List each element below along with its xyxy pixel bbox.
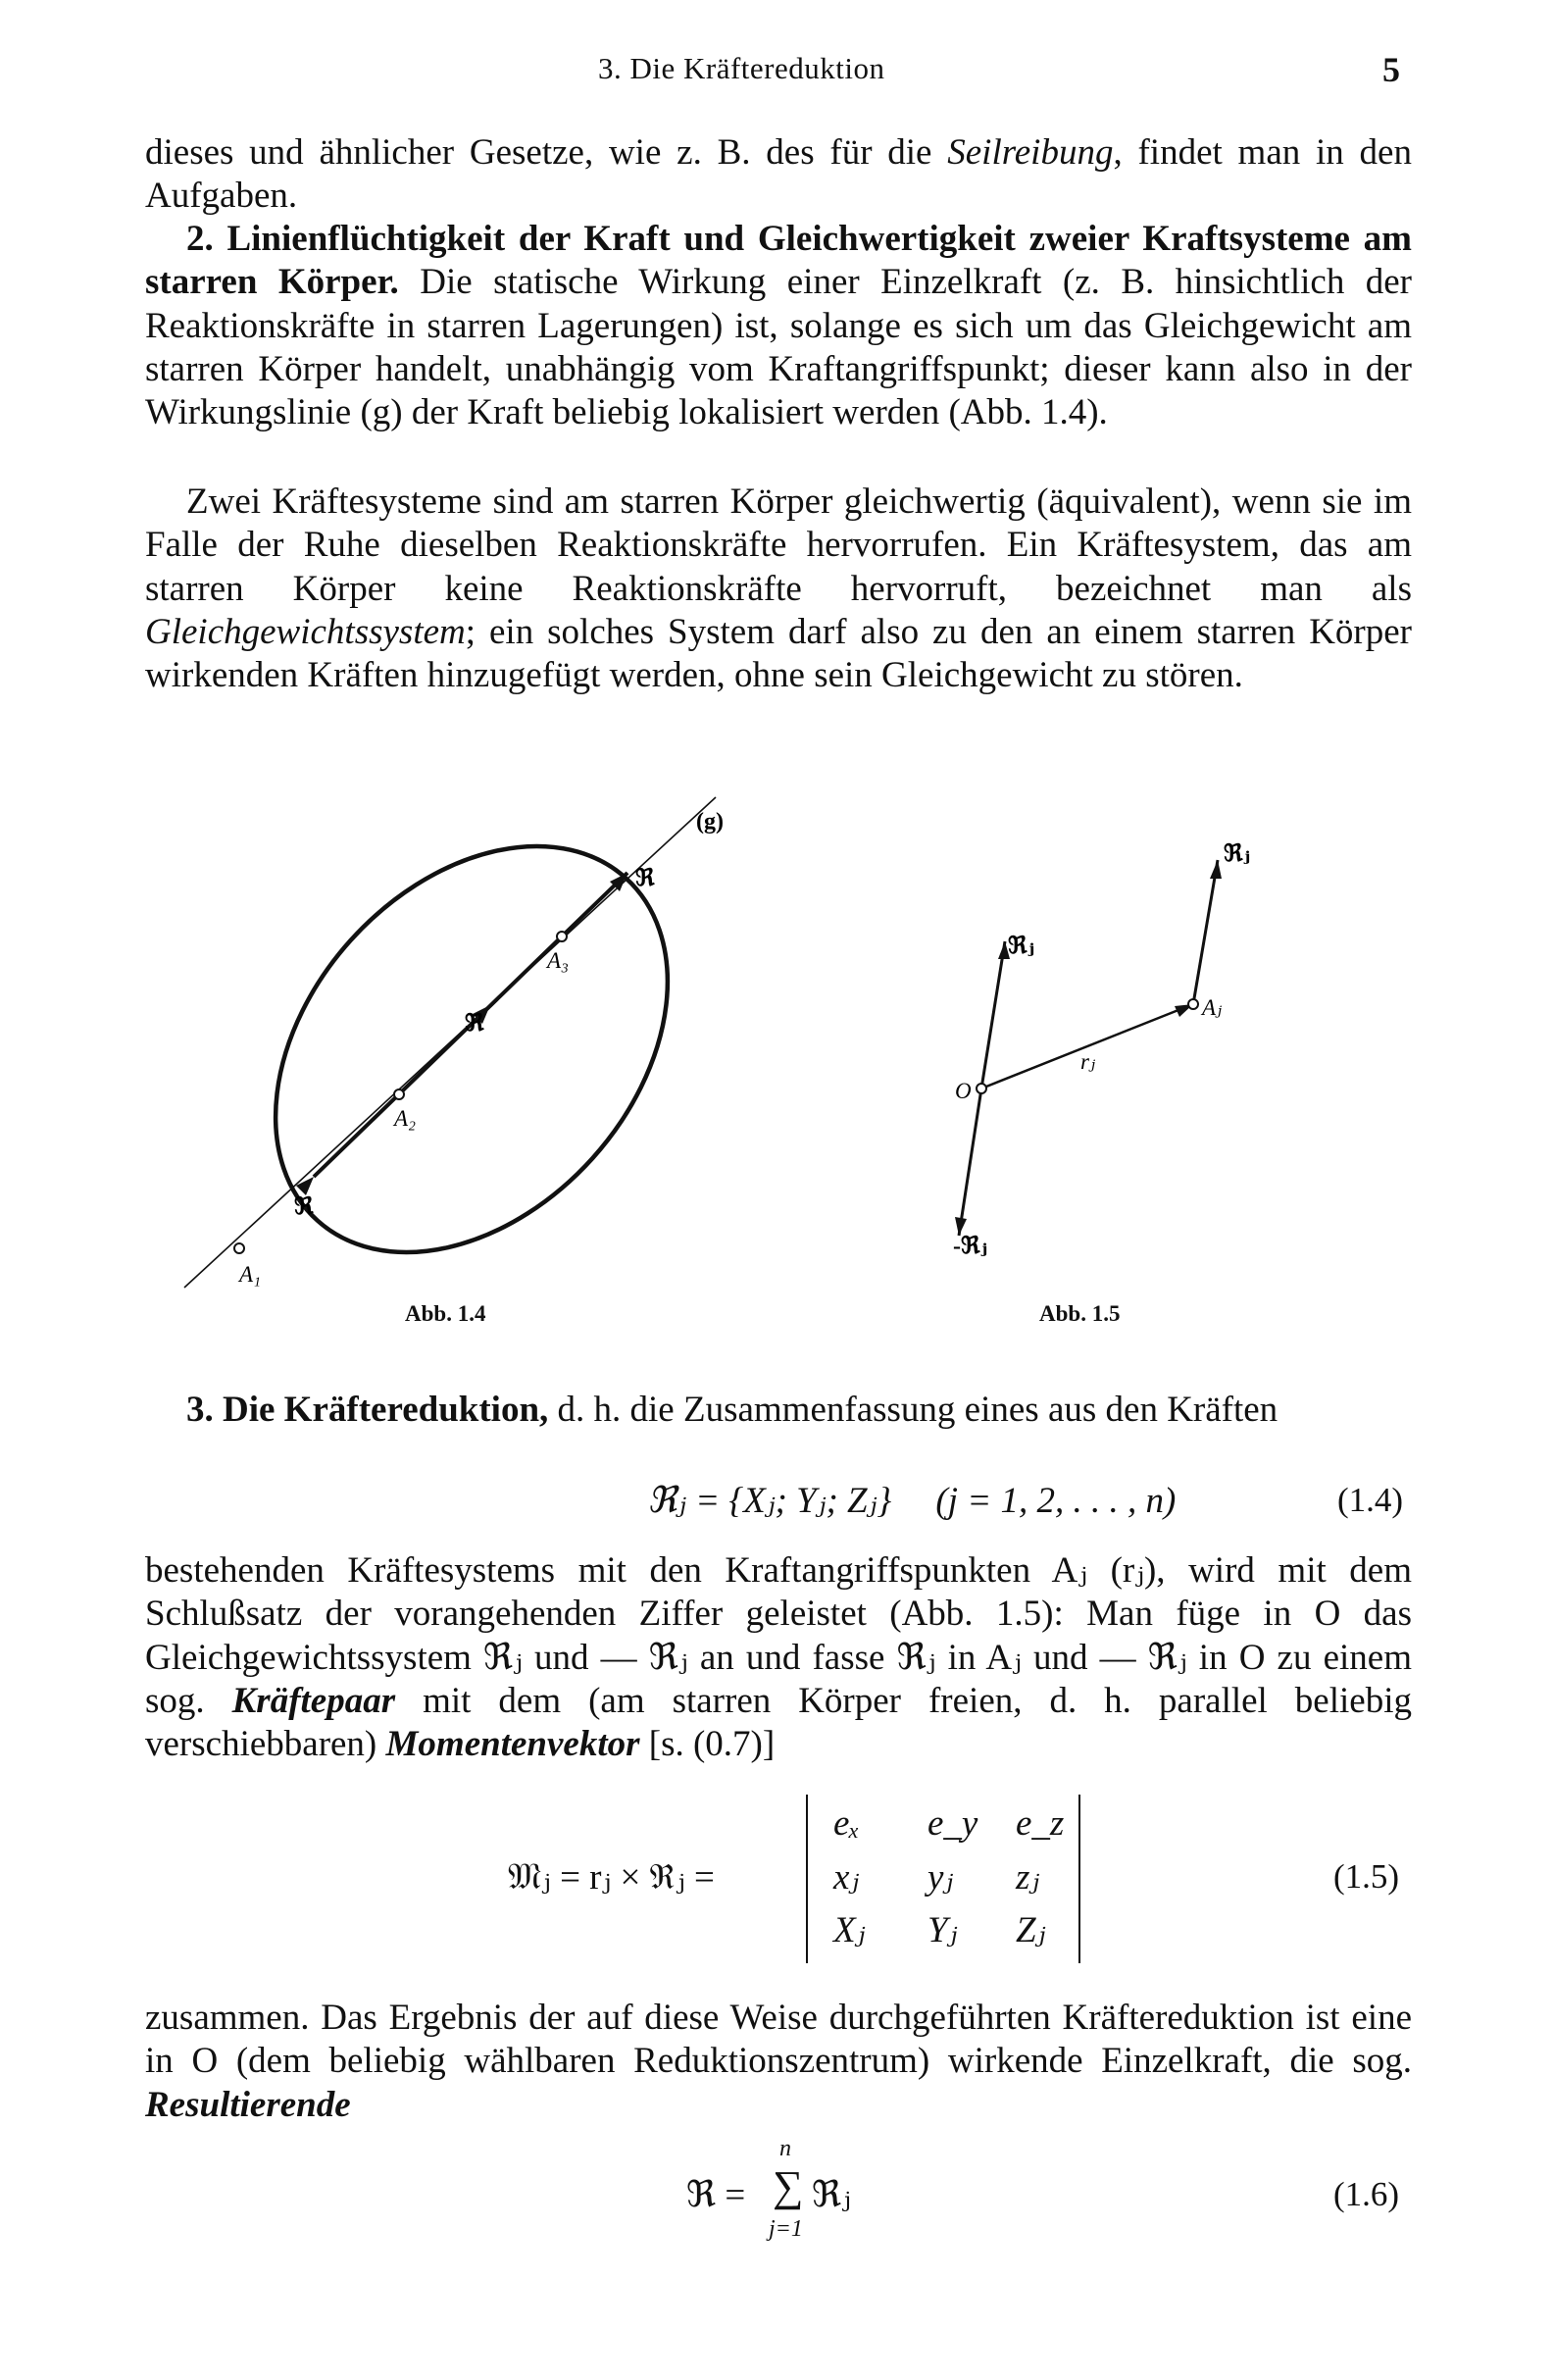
para4-text-a: bestehenden Kräftesystems mit den Kraftangriffspunkten Aⱼ (rⱼ), wird mit dem Schlußsatz der vorangehenden Ziffer geleistet (Abb. 1.5): Man füge in O das Gleichgewichtssystem ℜⱼ und — ℜⱼ an und fasse ℜⱼ in Aⱼ und — ℜⱼ in O zu einem sog. (145, 1550, 1412, 1721)
label-rj: rⱼ (1080, 1049, 1096, 1074)
eq15-m11: yⱼ (927, 1857, 954, 1898)
eq15-m01: e_y (927, 1803, 978, 1844)
para1-text-c: , findet man in den Aufgaben. (145, 132, 1412, 217)
para3-text-c: ; ein solches System darf also zu den an einem starren Körper wirkenden Kräften hinzugefügt werden, ohne sein Gleichgewicht zu stören. (145, 611, 1412, 696)
arrowhead-low (296, 1177, 314, 1195)
eq15-m10: xⱼ (833, 1857, 860, 1898)
eq15-m20: Xⱼ (833, 1910, 866, 1950)
eq15-m02: e_z (1016, 1803, 1065, 1844)
eq16-number: (1.6) (1333, 2175, 1400, 2213)
eq14-range: (j = 1, 2, . . . , n) (935, 1481, 1177, 1521)
para5-text-a: zusammen. Das Ergebnis der auf diese Weise durchgeführten Kräftereduktion ist eine in O (dem beliebig wählbaren Reduktionszentrum) wirkende Einzelkraft, die sog. (145, 1998, 1412, 2082)
eq14-lhs: ℜⱼ = {Xⱼ; Yⱼ; Zⱼ} (647, 1481, 892, 1521)
point-A2 (394, 1089, 404, 1099)
eq15-m12: zⱼ (1016, 1857, 1040, 1898)
figure-1-4-caption: Abb. 1.4 (405, 1301, 486, 1326)
section-3-text: d. h. die Zusammenfassung eines aus den Kräften (548, 1390, 1278, 1430)
section-3-heading: 3. Die Kräftereduktion, (186, 1390, 549, 1430)
point-A1 (234, 1243, 244, 1253)
label-A2: A₂ (394, 1106, 417, 1131)
vector-Rj-at-Aj (1193, 860, 1218, 1004)
eq15-lhs: 𝔐ⱼ = rⱼ × ℜⱼ = (508, 1857, 715, 1898)
eq16-term: ℜⱼ (812, 2175, 851, 2215)
point-O (977, 1084, 986, 1093)
vector-Rj-at-O (981, 941, 1005, 1089)
eq15-m00: eₓ (833, 1803, 860, 1844)
label-R-low: ℜ (294, 1194, 314, 1220)
label-A1: A₁ (239, 1262, 262, 1287)
label-minus-Rj: -ℜⱼ (953, 1234, 988, 1259)
label-A3: A₃ (547, 948, 570, 973)
para3-emph: Gleichgewichtssystem (145, 611, 466, 652)
section-2-heading: 2. Linienflüchtigkeit der Kraft und Gleichwertigkeit zweier Kraftsysteme am starren Körper. (145, 219, 1412, 303)
position-vector-rj (981, 1004, 1193, 1089)
paragraph-4 (145, 1549, 1412, 1766)
eq16-upper: n (779, 2136, 791, 2161)
section-2 (145, 218, 1412, 434)
para4-emph-momentenvektor: Momentenvektor (385, 1724, 640, 1765)
equation-1-4 (647, 1479, 1176, 1522)
eq16-sum: ∑ (773, 2162, 804, 2210)
para4-text-e: [s. (0.7)] (639, 1724, 776, 1765)
para1-text-a: dieses und ähnlicher Gesetze, wie z. B. des für die (145, 132, 948, 173)
eq15-m22: Zⱼ (1016, 1910, 1046, 1950)
eq14-number: (1.4) (1337, 1481, 1404, 1519)
eq16-lower: j=1 (769, 2216, 803, 2242)
eq15-number: (1.5) (1333, 1857, 1400, 1896)
point-Aj (1188, 999, 1198, 1009)
para5-emph-resultierende: Resultierende (145, 2084, 351, 2125)
rigid-body-outline (196, 780, 746, 1329)
section-2-text: Die statische Wirkung einer Einzelkraft (z. B. hinsichtlich der Reaktionskräfte in starren Lagerungen) ist, solange es sich um das Gleichgewicht am starren Körper handelt, unabhängig vom Kraftangriffspunkt; dieser kann also in der Wirkungslinie (g) der Kraft beliebig lokalisiert werden (Abb. 1.4). (145, 262, 1412, 433)
paragraph-5 (145, 1997, 1412, 2127)
equation-1-6 (686, 2136, 882, 2253)
para4-emph-kraeftepaar: Kräftepaar (231, 1680, 396, 1721)
para3-text-a: Zwei Kräftesysteme sind am starren Körper gleichwertig (äquivalent), wenn sie im Falle der Ruhe dieselben Reaktionskräfte hervorrufen. Ein Kräftesystem, das am starren Körper keine Reaktionskräfte hervorruft, bezeichnet man als (145, 481, 1412, 609)
eq16-lhs: ℜ = (686, 2175, 746, 2215)
page-number: 5 (1382, 50, 1400, 89)
point-A3 (557, 932, 567, 941)
eq15-m21: Yⱼ (927, 1910, 958, 1950)
para4-text-c: mit dem (am starren Körper freien, d. h. parallel beliebig verschiebbaren) (145, 1680, 1412, 1765)
label-Rj-right: ℜⱼ (1224, 841, 1251, 867)
label-O: O (955, 1079, 972, 1103)
eq15-determinant (806, 1795, 1080, 1963)
page-header (0, 51, 1554, 100)
paragraph-1 (145, 131, 1412, 219)
label-Rj-left: ℜⱼ (1008, 934, 1035, 959)
label-Aj: Aⱼ (1202, 995, 1223, 1020)
paragraph-3 (145, 481, 1412, 697)
section-3 (145, 1389, 1412, 1432)
label-R-mid: ℜ (465, 1011, 484, 1037)
figure-1-5-caption: Abb. 1.5 (1039, 1301, 1121, 1326)
figure-1-5 (912, 824, 1324, 1285)
para1-emph: Seilreibung (947, 132, 1114, 173)
vector-minus-Rj (959, 1089, 981, 1236)
label-R-top: ℜ (635, 866, 655, 891)
figure-1-4 (167, 780, 755, 1329)
running-title: 3. Die Kräftereduktion (598, 51, 885, 85)
label-g: (g) (696, 809, 724, 835)
